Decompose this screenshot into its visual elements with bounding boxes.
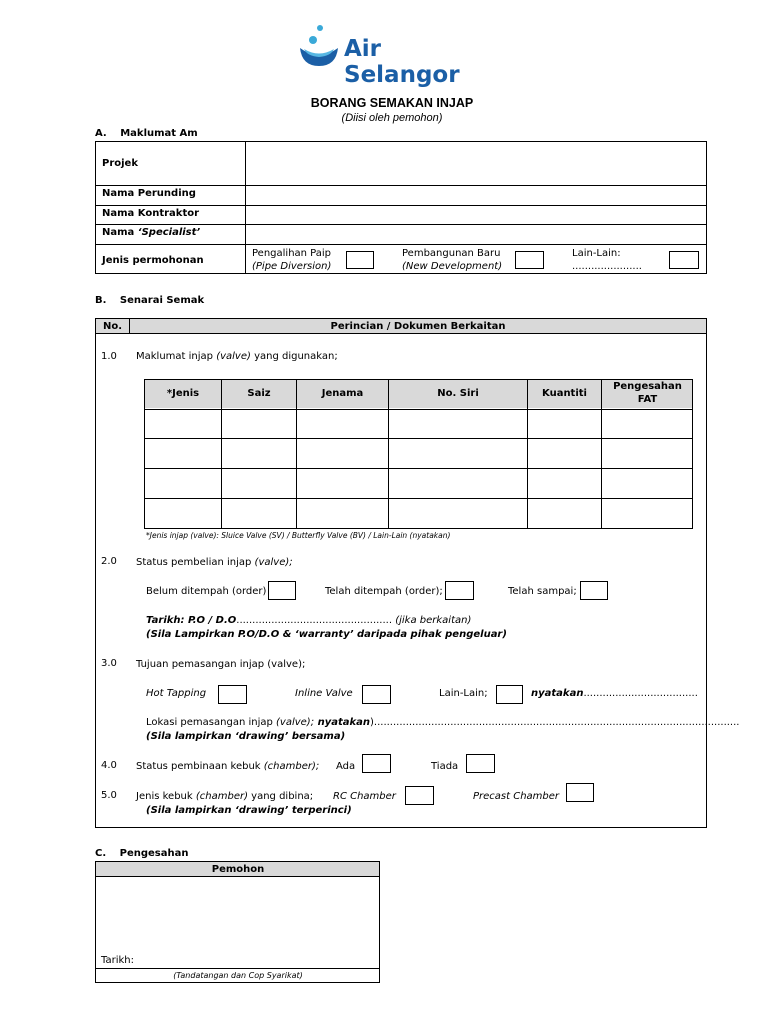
valve-type-footnote: *Jenis injap (valve): Sluice Valve (SV) / Butterfly Valve (BV) / Lain-Lain (nyatakan) [146, 531, 451, 540]
item-number: 2.0 [101, 556, 117, 567]
checkbox-telah-sampai[interactable] [580, 581, 608, 600]
checkbox-tiada[interactable] [466, 754, 495, 773]
item1-text: Maklumat injap (valve) yang digunakan; [136, 351, 338, 362]
option-lain-lain-label: Lain-Lain; [439, 688, 488, 699]
col-header-detail: Perincian / Dokumen Berkaitan [330, 321, 506, 332]
lokasi-pemasangan[interactable]: Lokasi pemasangan injap (valve); nyatakan)................................................................................................................... [146, 717, 740, 728]
checkbox-lain-lain-tujuan[interactable] [496, 685, 523, 704]
checkbox-hot-tapping[interactable] [218, 685, 247, 704]
option-inline-valve-label: Inline Valve [295, 688, 353, 699]
option-precast-chamber-label: Precast Chamber [473, 791, 560, 802]
page-title: BORANG SEMAKAN INJAP [310, 96, 474, 110]
checkbox-inline-valve[interactable] [362, 685, 391, 704]
item-number: 4.0 [101, 760, 117, 771]
item2-text: Status pembelian injap (valve); [136, 557, 293, 568]
option-belum-ditempah-label: Belum ditempah (order) [146, 586, 267, 597]
valve-table-row[interactable] [145, 499, 692, 528]
label-jenis-permohonan: Jenis permohonan [102, 255, 204, 266]
valve-table-row[interactable] [145, 469, 692, 497]
option-ada-label: Ada [336, 761, 356, 772]
nyatakan-field[interactable]: nyatakan.................................... [531, 688, 698, 699]
item5-text: Jenis kebuk (chamber) yang dibina; [136, 791, 314, 802]
pemohon-title: Pemohon [211, 864, 265, 875]
page-subtitle: (Diisi oleh pemohon) [341, 112, 443, 124]
item-number: 3.0 [101, 658, 117, 669]
valve-table-row[interactable] [145, 410, 692, 437]
label-nama-specialist: Nama ‘Specialist’ [102, 227, 201, 238]
label-projek: Projek [102, 158, 138, 169]
option-pipe-diversion-label: Pengalihan Paip (Pipe Diversion) [252, 248, 332, 272]
valve-col-saiz: Saiz [247, 388, 271, 399]
section-b-heading: B. Senarai Semak [95, 295, 205, 306]
valve-col-jenama: Jenama [321, 388, 364, 399]
company-logo [298, 22, 488, 88]
checkbox-belum-ditempah[interactable] [268, 581, 296, 600]
field-nama-specialist[interactable] [247, 226, 705, 243]
checkbox-lain-lain[interactable] [669, 251, 699, 269]
valve-col-jenis: *Jenis [166, 388, 200, 399]
water-drop-icon [298, 22, 340, 70]
signature-area[interactable] [96, 877, 379, 967]
label-nama-kontraktor: Nama Kontraktor [102, 208, 200, 219]
item-number: 5.0 [101, 790, 117, 801]
item4-text: Status pembinaan kebuk (chamber); [136, 761, 320, 772]
section-a-heading: A. Maklumat Am [95, 128, 198, 139]
field-nama-perunding[interactable] [247, 187, 705, 204]
option-hot-tapping-label: Hot Tapping [146, 688, 207, 699]
option-rc-chamber-label: RC Chamber [333, 791, 396, 802]
option-new-development-label: Pembangunan Baru (New Development) [402, 248, 503, 272]
checkbox-rc-chamber[interactable] [405, 786, 434, 805]
checkbox-new-development[interactable] [515, 251, 544, 269]
section-c-heading: C. Pengesahan [95, 848, 189, 859]
valve-col-kuantiti: Kuantiti [542, 388, 587, 399]
checkbox-precast-chamber[interactable] [566, 783, 594, 802]
label-nama-perunding: Nama Perunding [102, 188, 196, 199]
item5-note: (Sila lampirkan ‘drawing’ terperinci) [146, 805, 352, 816]
logo-text: Air Selangor [344, 36, 460, 88]
option-telah-sampai-label: Telah sampai; [508, 586, 577, 597]
tarikh-label: Tarikh: [101, 955, 134, 966]
col-header-no: No. [102, 321, 123, 332]
valve-col-no-siri: No. Siri [437, 388, 479, 399]
checkbox-ada[interactable] [362, 754, 391, 773]
checkbox-pipe-diversion[interactable] [346, 251, 374, 269]
checkbox-telah-ditempah[interactable] [445, 581, 474, 600]
item3-text: Tujuan pemasangan injap (valve); [136, 659, 306, 670]
option-tiada-label: Tiada [431, 761, 459, 772]
signature-footer: (Tandatangan dan Cop Syarikat) [173, 971, 303, 980]
option-telah-ditempah-label: Telah ditempah (order); [325, 586, 443, 597]
valve-table-row[interactable] [145, 439, 692, 467]
field-nama-kontraktor[interactable] [247, 207, 705, 223]
tarikh-po-do: Tarikh: P.O / D.O................................................. (jika berkaitan) [146, 615, 472, 626]
field-projek[interactable] [247, 143, 705, 184]
valve-col-pengesahan: Pengesahan FAT [613, 381, 682, 405]
item-number: 1.0 [101, 351, 117, 362]
item3-note: (Sila lampirkan ‘drawing’ bersama) [146, 731, 346, 742]
item2-note: (Sila Lampirkan P.O/D.O & ‘warranty’ daripada pihak pengeluar) [146, 629, 507, 640]
option-lain-lain-label: Lain-Lain: ...................... [572, 248, 642, 272]
